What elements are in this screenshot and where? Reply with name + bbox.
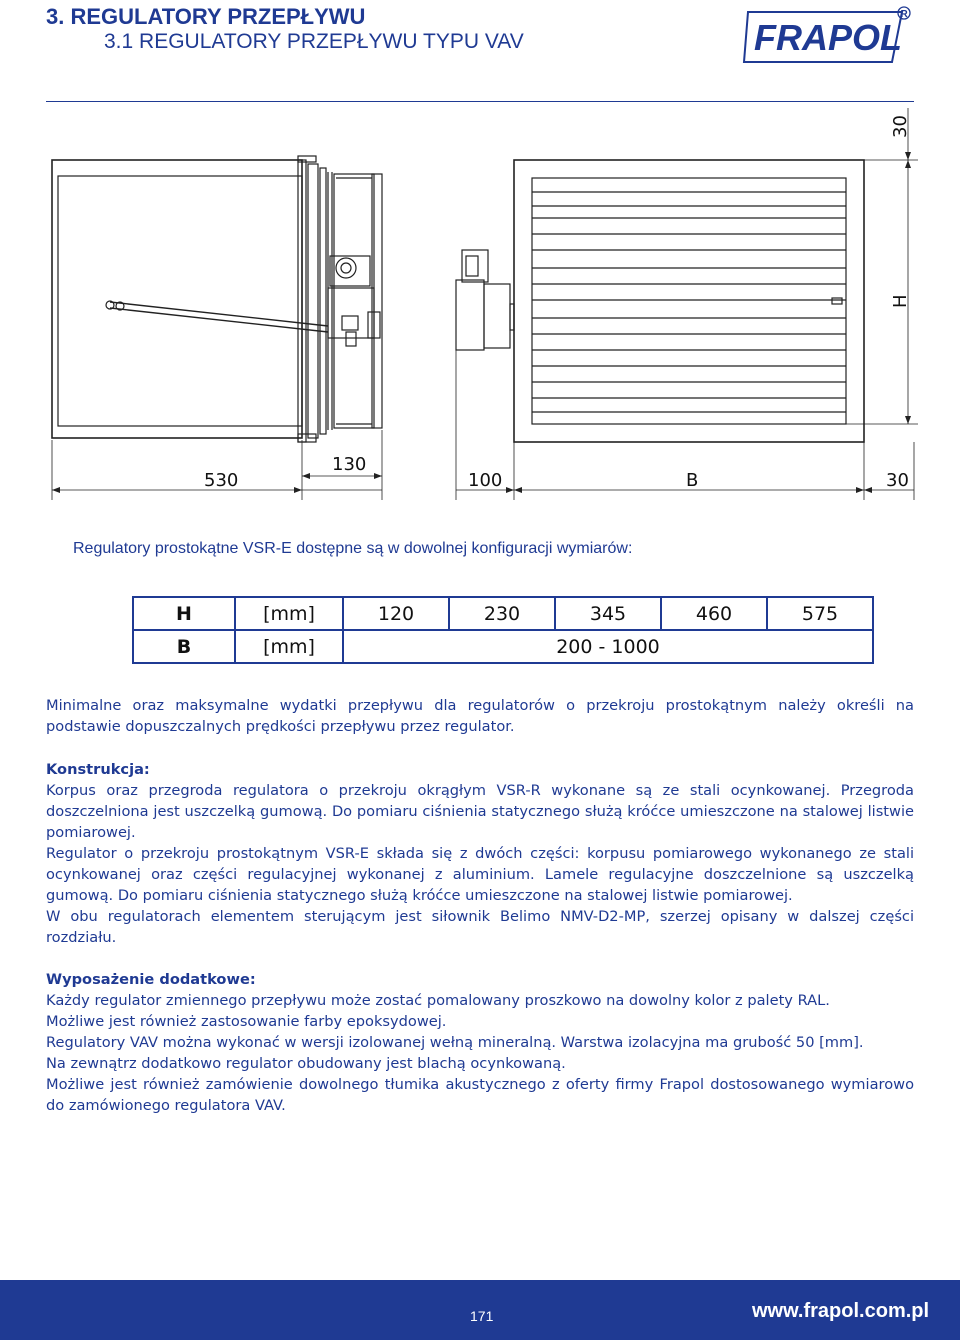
- intro-text: Regulatory prostokątne VSR-E dostępne są w dowolnej konfiguracji wymiarów:: [73, 540, 633, 557]
- construction-text-2: Regulator o przekroju prostokątnym VSR-E składa się z dwóch części: korpusu pomiarowego wykonanego ze stali ocynkowanej oraz części regulacyjnej wykonanej z aluminium. Lamele regulacyjne doszczelnione są uszczelką gumową. Do pomiaru ciśnienia statycznego służą króćce umieszczone na stalowej listwie pomiarowej.: [46, 845, 914, 904]
- equipment-text-5: Możliwe jest również zamówienie dowolnego tłumika akustycznego z oferty firmy Frapol dostosowanego wymiarowo do zamówionego regulatora VAV.: [46, 1076, 914, 1114]
- b-range: 200 - 1000: [343, 630, 873, 663]
- row-label-h: H: [133, 597, 235, 630]
- technical-drawing: [46, 108, 926, 508]
- h-value-460: 460: [661, 597, 767, 630]
- h-value-575: 575: [767, 597, 873, 630]
- section-title: 3.1 REGULATORY PRZEPŁYWU TYPU VAV: [104, 30, 524, 53]
- h-value-230: 230: [449, 597, 555, 630]
- dim-h: H: [890, 294, 911, 308]
- dim-530: 530: [204, 470, 239, 491]
- equipment-text-2: Możliwe jest również zastosowanie farby epoksydowej.: [46, 1013, 447, 1030]
- construction-section: [46, 759, 914, 948]
- equipment-heading: Wyposażenie dodatkowe:: [46, 971, 256, 988]
- flow-paragraph: [46, 695, 914, 737]
- construction-text-3: W obu regulatorach elementem sterującym jest siłownik Belimo NMV-D2-MP, szerzej opisany w dalszej części rozdziału.: [46, 908, 914, 946]
- h-value-120: 120: [343, 597, 449, 630]
- equipment-text-1: Każdy regulator zmiennego przepływu może zostać pomalowany proszkowo na dowolny kolor z palety RAL.: [46, 992, 830, 1009]
- table-row-h: [133, 597, 873, 630]
- dim-100: 100: [468, 470, 503, 491]
- construction-text-1: Korpus oraz przegroda regulatora o przekroju okrągłym VSR-R wykonane są ze stali ocynkowanej. Przegroda doszczelniona jest uszczelką gumową. Do pomiaru ciśnienia statycznego służą króćce umieszczone na stalowej listwie pomiarowej.: [46, 782, 914, 841]
- registered-mark: R: [900, 9, 908, 20]
- header-rule: [46, 101, 914, 102]
- equipment-section: [46, 969, 914, 1116]
- frapol-logo: [742, 4, 912, 66]
- dimension-table: [132, 596, 874, 664]
- table-row-b: [133, 630, 873, 663]
- equipment-text-3: Regulatory VAV można wykonać w wersji izolowanej wełną mineralną. Warstwa izolacyjna ma grubość 50 [mm].: [46, 1034, 864, 1051]
- equipment-text-4: Na zewnątrz dodatkowo regulator obudowany jest blachą ocynkowaną.: [46, 1055, 566, 1072]
- page-number: 171: [470, 1308, 494, 1324]
- website-link[interactable]: www.frapol.com.pl: [752, 1300, 930, 1322]
- construction-heading: Konstrukcja:: [46, 761, 150, 778]
- chapter-title: 3. REGULATORY PRZEPŁYWU: [46, 4, 366, 29]
- dim-30-bottom: 30: [886, 470, 909, 491]
- h-value-345: 345: [555, 597, 661, 630]
- dim-b: B: [686, 470, 699, 491]
- row-unit-b: [mm]: [235, 630, 343, 663]
- dim-30-top: 30: [890, 115, 911, 138]
- logo-text: FRAPOL: [754, 17, 902, 58]
- flow-text: Minimalne oraz maksymalne wydatki przepływu dla regulatorów o przekroju prostokątnym należy określi na podstawie dopuszczalnych prędkości przepływu przez regulator.: [46, 697, 914, 735]
- row-unit-h: [mm]: [235, 597, 343, 630]
- dim-130: 130: [332, 454, 367, 475]
- row-label-b: B: [133, 630, 235, 663]
